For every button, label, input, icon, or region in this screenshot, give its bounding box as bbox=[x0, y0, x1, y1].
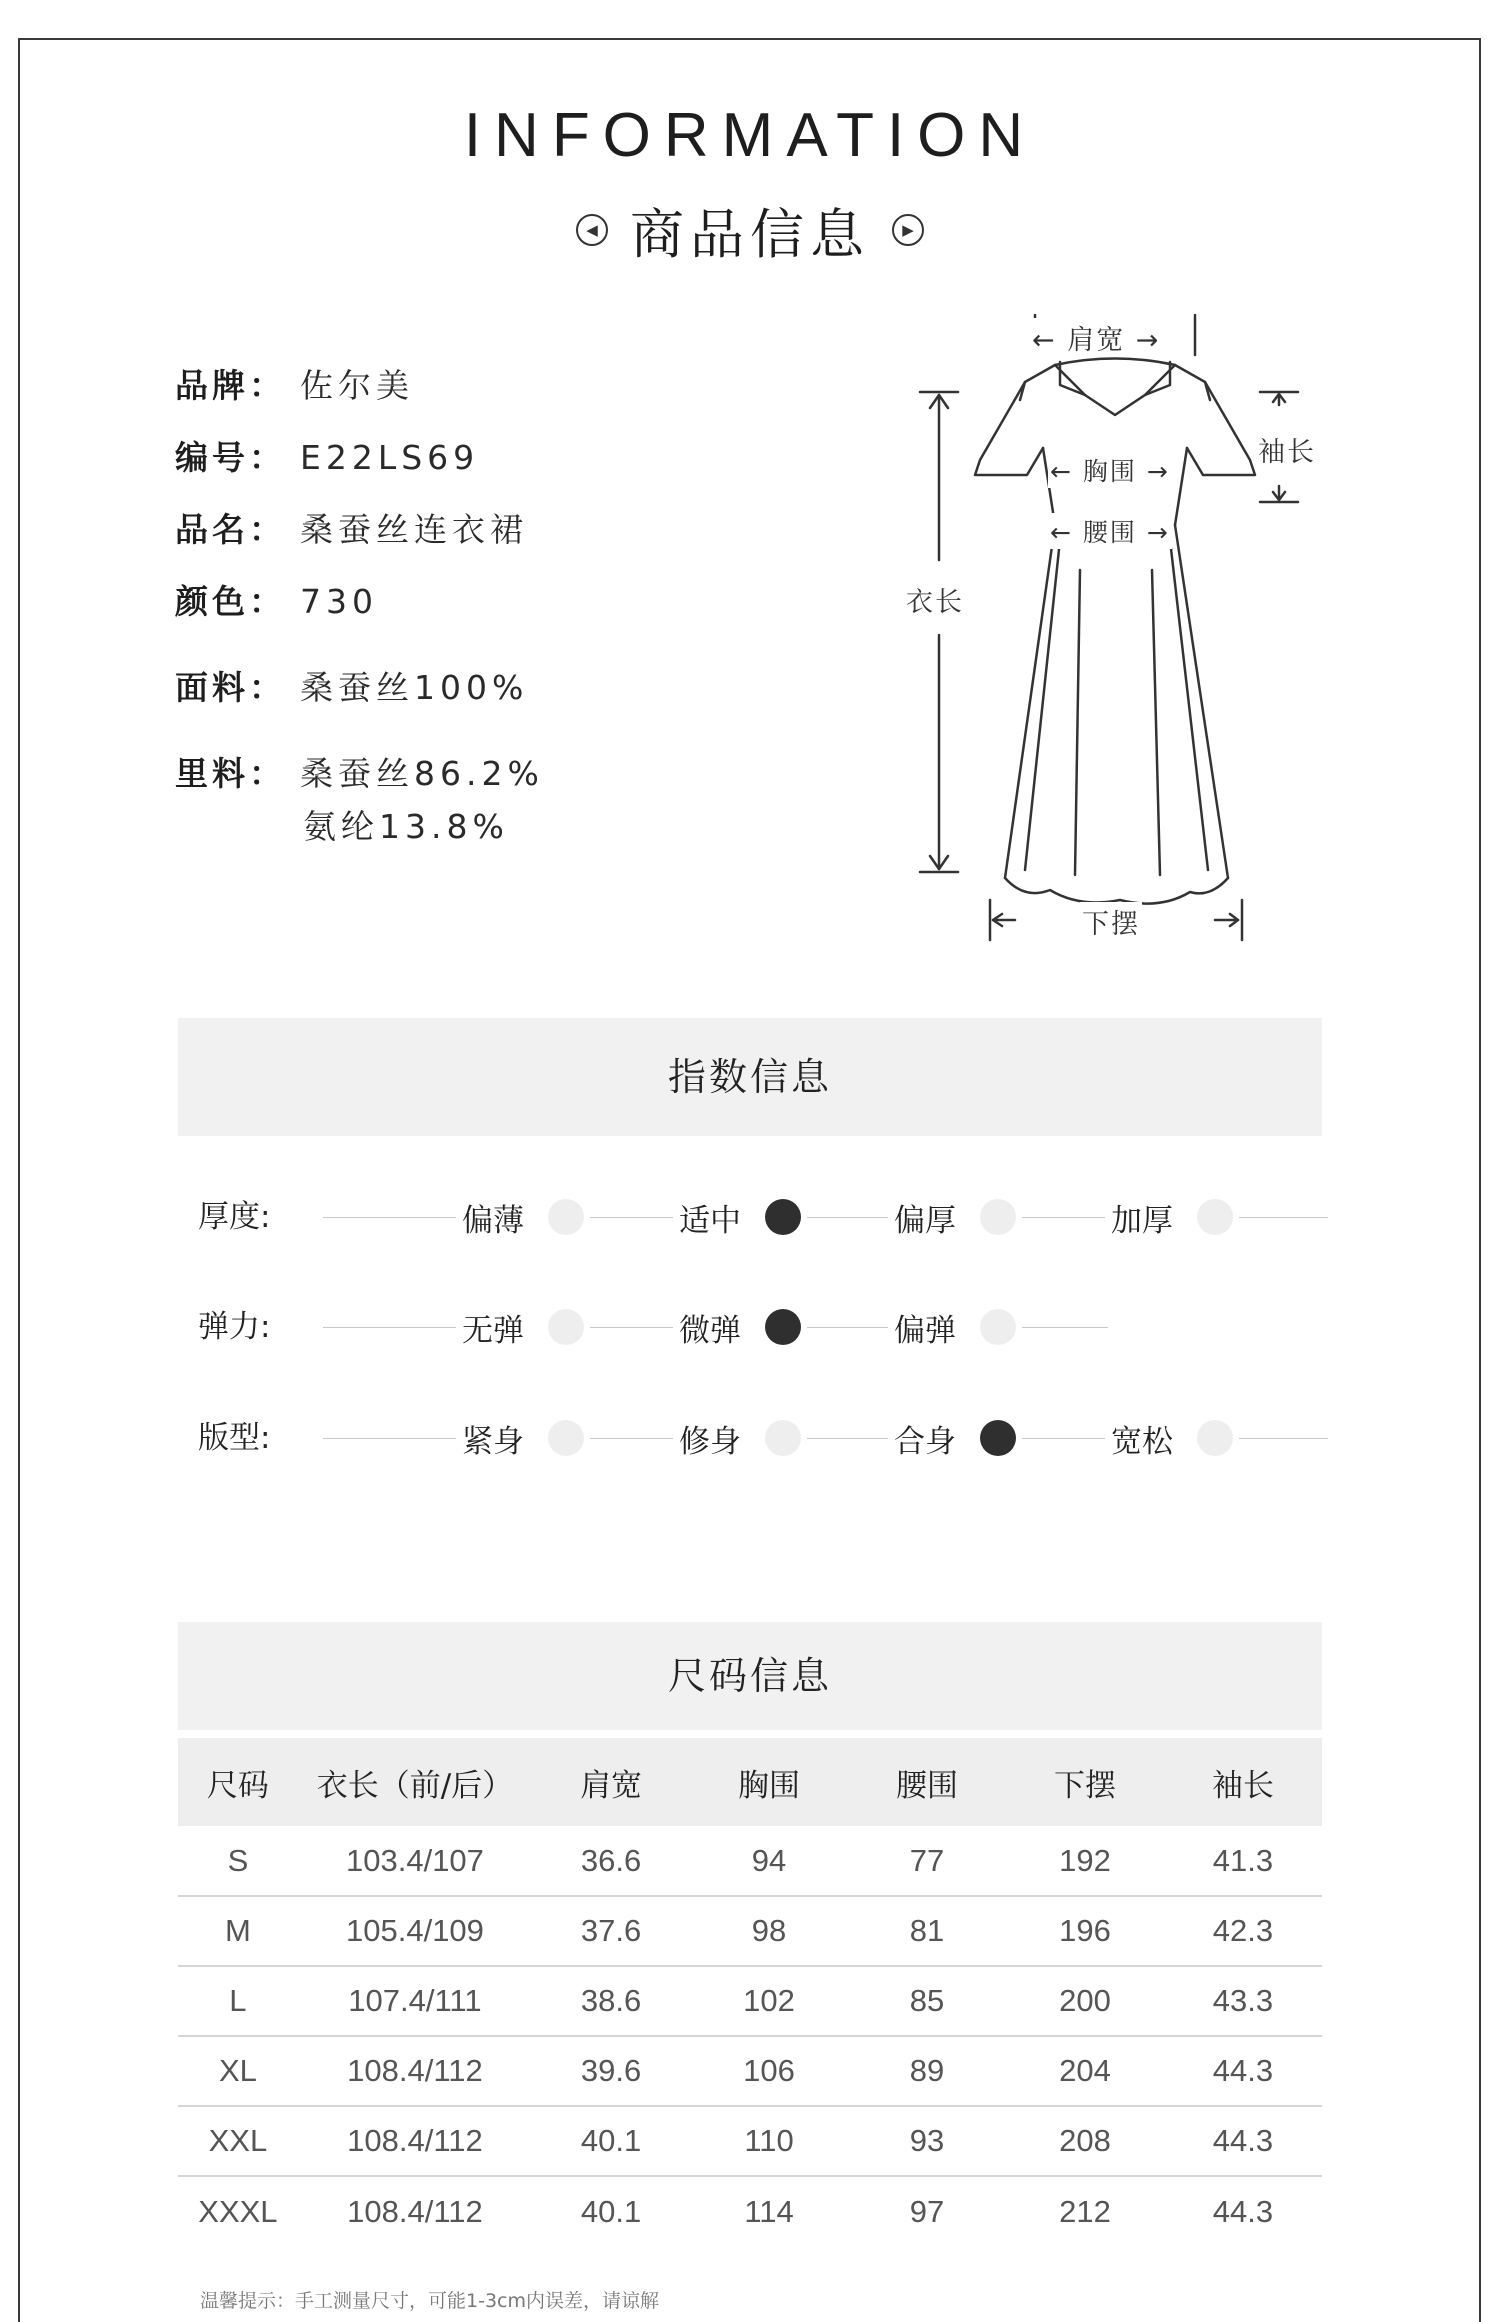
table-cell: 108.4/112 bbox=[347, 2193, 483, 2229]
info-value: 桑蚕丝连衣裙 bbox=[300, 510, 528, 549]
table-cell: 192 bbox=[1006, 1826, 1164, 1896]
selected-dot-icon bbox=[980, 1420, 1016, 1456]
index-option bbox=[456, 1297, 590, 1357]
index-option-label: 适中 bbox=[679, 1202, 741, 1239]
index-option bbox=[888, 1297, 1022, 1357]
measurement-note: 温馨提示：手工测量尺寸，可能1-3cm内误差，请谅解 bbox=[200, 2290, 659, 2312]
table-cell: XXL bbox=[178, 2106, 298, 2176]
unselected-dot-icon bbox=[548, 1309, 584, 1345]
info-brand bbox=[175, 360, 414, 407]
chest-text: 胸围 bbox=[1082, 457, 1137, 486]
table-cell: 97 bbox=[909, 2193, 945, 2229]
table-cell: 36.6 bbox=[532, 1826, 690, 1896]
hem-label: 下摆 bbox=[1080, 902, 1142, 941]
table-cell: 93 bbox=[848, 2106, 1006, 2176]
info-value: 佐尔美 bbox=[300, 366, 414, 405]
table-row bbox=[178, 1966, 1322, 2036]
index-row bbox=[198, 1297, 1328, 1357]
index-option bbox=[456, 1187, 590, 1247]
size-table-body bbox=[178, 1826, 1322, 2246]
unselected-dot-icon bbox=[1197, 1199, 1233, 1235]
table-cell: 85 bbox=[848, 1966, 1006, 2036]
index-option-label: 紧身 bbox=[462, 1423, 524, 1460]
table-cell: XL bbox=[178, 2036, 298, 2106]
table-cell: 108.4/112 bbox=[298, 2106, 532, 2176]
dress-length-label: 衣长 bbox=[904, 580, 966, 619]
index-option-label: 无弹 bbox=[462, 1312, 524, 1349]
index-option-label: 修身 bbox=[679, 1423, 741, 1460]
index-option-label: 偏弹 bbox=[894, 1312, 956, 1349]
index-option bbox=[1105, 1408, 1239, 1468]
table-cell: S bbox=[178, 1826, 298, 1896]
table-cell: 81 bbox=[848, 1896, 1006, 1966]
index-option-label: 合身 bbox=[894, 1423, 956, 1460]
info-value: 730 bbox=[300, 582, 378, 621]
index-option bbox=[888, 1408, 1022, 1468]
info-key: 里料： bbox=[175, 754, 286, 793]
unselected-dot-icon bbox=[980, 1199, 1016, 1235]
table-cell: 204 bbox=[1006, 2036, 1164, 2106]
table-cell: 89 bbox=[848, 2036, 1006, 2106]
circle-right-arrow-icon: ▶ bbox=[892, 214, 924, 246]
table-cell: L bbox=[178, 1966, 298, 2036]
info-key: 品名： bbox=[175, 510, 286, 549]
index-row bbox=[198, 1187, 1328, 1247]
index-option bbox=[888, 1187, 1022, 1247]
table-cell: 44.3 bbox=[1164, 2036, 1322, 2106]
size-table bbox=[178, 1738, 1322, 2246]
table-row bbox=[178, 2176, 1322, 2246]
info-lining bbox=[175, 748, 544, 846]
info-key: 面料： bbox=[175, 668, 286, 707]
sleeve-length-label: 袖长 bbox=[1256, 430, 1318, 469]
index-option bbox=[673, 1297, 807, 1357]
table-cell: 103.4/107 bbox=[298, 1826, 532, 1896]
size-section-header: 尺码信息 bbox=[178, 1622, 1322, 1730]
index-option-label: 宽松 bbox=[1111, 1423, 1173, 1460]
table-row bbox=[178, 2106, 1322, 2176]
info-code bbox=[175, 432, 479, 479]
info-key: 颜色： bbox=[175, 582, 286, 621]
info-key: 编号： bbox=[175, 438, 286, 477]
chest-label: ← 胸围 → bbox=[1048, 452, 1172, 488]
table-cell: 40.1 bbox=[532, 2106, 690, 2176]
shoulder-width-text: 肩宽 bbox=[1067, 325, 1126, 356]
table-cell: 212 bbox=[1059, 2193, 1111, 2229]
selected-dot-icon bbox=[765, 1199, 801, 1235]
table-cell: 42.3 bbox=[1164, 1896, 1322, 1966]
info-value-second-line: 氨纶13.8% bbox=[303, 807, 509, 846]
title-chinese-row bbox=[0, 195, 1500, 265]
index-section-header: 指数信息 bbox=[178, 1018, 1322, 1136]
table-row bbox=[178, 1896, 1322, 1966]
unselected-dot-icon bbox=[1197, 1420, 1233, 1456]
table-cell: 200 bbox=[1006, 1966, 1164, 2036]
table-cell: M bbox=[178, 1896, 298, 1966]
table-cell: 105.4/109 bbox=[298, 1896, 532, 1966]
info-value: 桑蚕丝86.2% bbox=[300, 754, 544, 793]
circle-left-arrow-icon: ◀ bbox=[576, 214, 608, 246]
dress-measurement-diagram bbox=[880, 300, 1316, 960]
index-row-label: 厚度: bbox=[198, 1199, 271, 1235]
table-cell: 106 bbox=[690, 2036, 848, 2106]
size-header-cell: 尺码 bbox=[178, 1738, 298, 1826]
size-table-header-row bbox=[178, 1738, 1322, 1826]
table-cell: 44.3 bbox=[1164, 2106, 1322, 2176]
table-cell: 98 bbox=[690, 1896, 848, 1966]
info-fabric bbox=[175, 662, 528, 709]
info-value: 桑蚕丝100% bbox=[300, 668, 529, 707]
title-chinese: 商品信息 bbox=[630, 202, 870, 266]
index-row-label: 弹力: bbox=[198, 1309, 271, 1345]
unselected-dot-icon bbox=[548, 1199, 584, 1235]
unselected-dot-icon bbox=[548, 1420, 584, 1456]
size-header-cell: 肩宽 bbox=[532, 1738, 690, 1826]
unselected-dot-icon bbox=[980, 1309, 1016, 1345]
index-option bbox=[673, 1187, 807, 1247]
index-option-label: 偏薄 bbox=[462, 1202, 524, 1239]
table-cell: 102 bbox=[690, 1966, 848, 2036]
title-english: INFORMATION bbox=[463, 101, 1037, 170]
table-cell: 208 bbox=[1006, 2106, 1164, 2176]
table-cell: 107.4/111 bbox=[298, 1966, 532, 2036]
info-value: E22LS69 bbox=[300, 438, 480, 477]
dress-outline-icon bbox=[880, 300, 1300, 960]
table-cell: 114 bbox=[744, 2193, 794, 2229]
shoulder-width-label: ← 肩宽 → bbox=[1030, 318, 1162, 357]
index-option bbox=[673, 1408, 807, 1468]
table-cell: 40.1 bbox=[580, 2193, 642, 2229]
table-cell: 77 bbox=[848, 1826, 1006, 1896]
index-row-label: 版型: bbox=[198, 1420, 271, 1456]
index-option-label: 偏厚 bbox=[894, 1202, 956, 1239]
info-color bbox=[175, 576, 378, 623]
table-cell: 94 bbox=[690, 1826, 848, 1896]
size-header-cell: 衣长（前/后） bbox=[298, 1738, 532, 1826]
index-option-label: 加厚 bbox=[1111, 1202, 1173, 1239]
selected-dot-icon bbox=[765, 1309, 801, 1345]
info-name bbox=[175, 504, 528, 551]
waist-label: ← 腰围 → bbox=[1048, 513, 1172, 549]
table-cell: 38.6 bbox=[532, 1966, 690, 2036]
size-header-cell: 胸围 bbox=[690, 1738, 848, 1826]
unselected-dot-icon bbox=[765, 1420, 801, 1456]
table-cell: 43.3 bbox=[1164, 1966, 1322, 2036]
size-header-cell: 下摆 bbox=[1006, 1738, 1164, 1826]
table-cell: 44.3 bbox=[1212, 2193, 1274, 2229]
table-cell: XXXL bbox=[198, 2193, 278, 2229]
table-cell: 37.6 bbox=[532, 1896, 690, 1966]
waist-text: 腰围 bbox=[1082, 518, 1137, 547]
table-cell: 108.4/112 bbox=[298, 2036, 532, 2106]
size-header-cell: 袖长 bbox=[1164, 1738, 1322, 1826]
table-cell: 39.6 bbox=[532, 2036, 690, 2106]
index-option bbox=[456, 1408, 590, 1468]
table-cell: 110 bbox=[690, 2106, 848, 2176]
table-row bbox=[178, 1826, 1322, 1896]
size-header-cell: 腰围 bbox=[848, 1738, 1006, 1826]
index-option bbox=[1105, 1187, 1239, 1247]
info-key: 品牌： bbox=[175, 366, 286, 405]
table-cell: 196 bbox=[1006, 1896, 1164, 1966]
table-row bbox=[178, 2036, 1322, 2106]
index-row bbox=[198, 1408, 1328, 1468]
index-option-label: 微弹 bbox=[679, 1312, 741, 1349]
table-cell: 41.3 bbox=[1164, 1826, 1322, 1896]
